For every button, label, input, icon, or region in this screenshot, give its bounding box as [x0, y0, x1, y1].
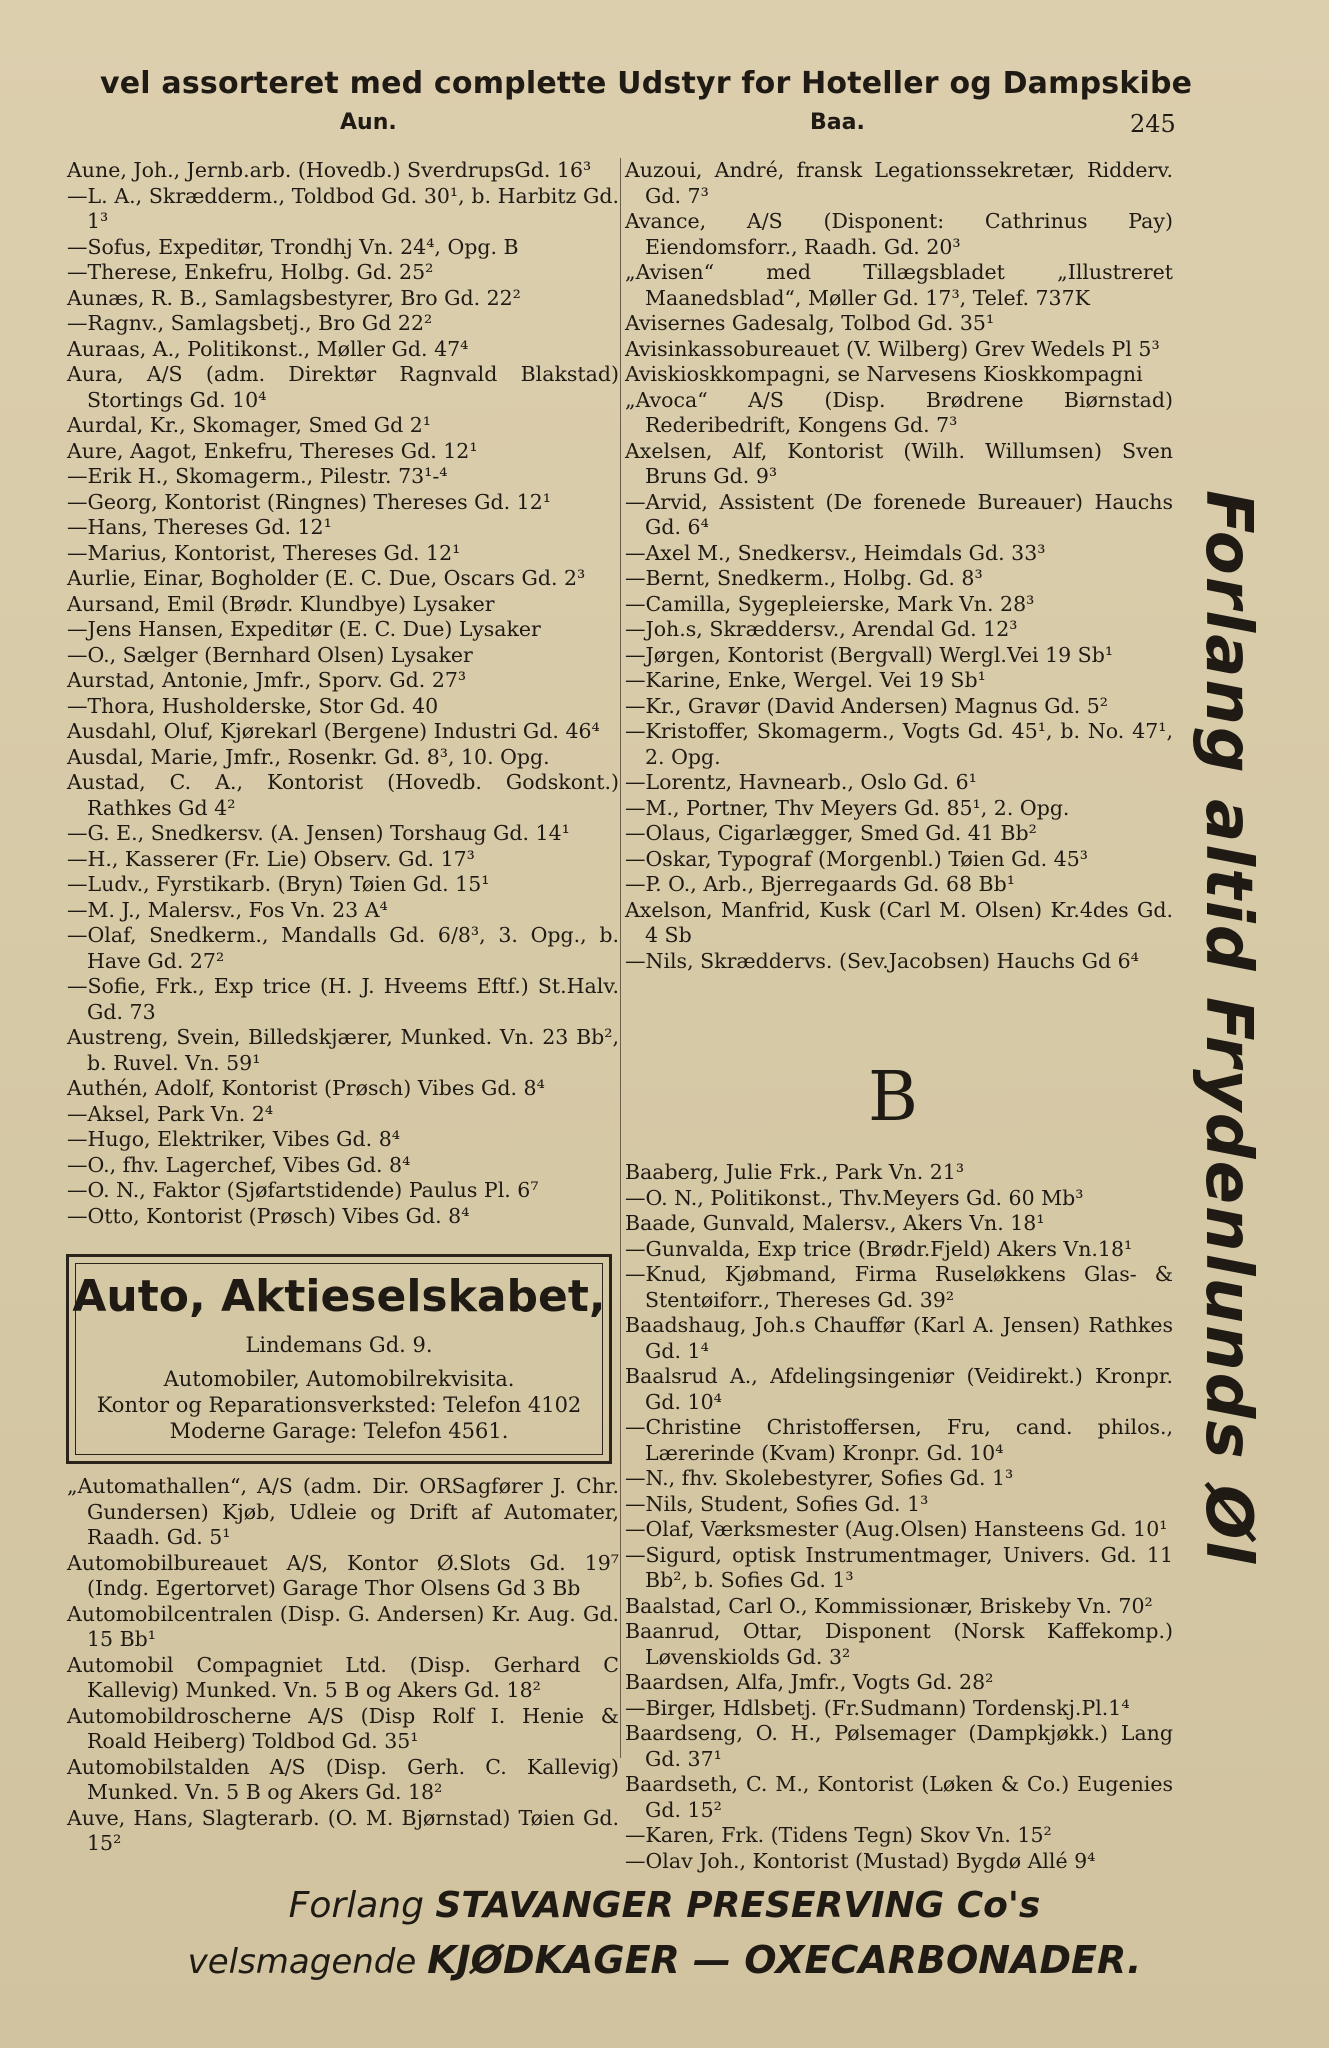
directory-entry: Automobilstalden A/S (Disp. Gerh. C. Kallevig) Munked. Vn. 5 B og Akers Gd. 18²: [67, 1754, 619, 1804]
directory-entry: —Sofus, Expeditør, Trondhj Vn. 24⁴, Opg. B: [67, 234, 519, 259]
directory-entry: Baaberg, Julie Frk., Park Vn. 21³: [625, 1160, 965, 1184]
bottom-ad-line-2-products: KJØDKAGER — OXECARBONADER.: [427, 1938, 1142, 1982]
directory-entry: —O. N., Politikonst., Thv.Meyers Gd. 60 Mb³: [625, 1185, 1084, 1210]
directory-entry: —Olaf, Værksmester (Aug.Olsen) Hansteens Gd. 10¹: [625, 1517, 1168, 1541]
directory-entry: —Olav Joh., Kontorist (Mustad) Bygdø Allé 9⁴: [625, 1848, 1096, 1873]
directory-entry: Auve, Hans, Slagterarb. (O. M. Bjørnstad) Tøien Gd. 15²: [67, 1805, 619, 1855]
directory-entry: „Avisen“ med Tillægsbladet „Illustreret Maanedsblad“, Møller Gd. 17³, Telef. 737K: [625, 260, 1173, 310]
directory-entry: Baade, Gunvald, Malersv., Akers Vn. 18¹: [625, 1211, 1045, 1235]
bottom-ad-line-1-brand: STAVANGER PRESERVING Co's: [435, 1885, 1041, 1926]
bottom-ad-line-1-prefix: Forlang: [288, 1885, 424, 1926]
directory-entry: Baadshaug, Joh.s Chauffør (Karl A. Jensen) Rathkes Gd. 1⁴: [625, 1313, 1173, 1363]
left-column-continued: [67, 1474, 619, 1857]
bottom-ad-line-1: [0, 1885, 1329, 1926]
page-number: 245: [1130, 110, 1176, 138]
directory-entry: Aunæs, R. B., Samlagsbestyrer, Bro Gd. 22²: [67, 285, 521, 310]
directory-entry: Aurlie, Einar, Bogholder (E. C. Due, Oscars Gd. 2³: [67, 566, 586, 590]
directory-entry: —Christine Christoffersen, Fru, cand. philos., Lærerinde (Kvam) Kronpr. Gd. 10⁴: [625, 1415, 1173, 1465]
directory-entry: Aura, A/S (adm. Direktør Ragnvald Blakstad) Stortings Gd. 10⁴: [67, 362, 619, 412]
column-divider: [620, 158, 621, 1758]
vertical-advertisement: [1191, 490, 1275, 1850]
directory-entry: Austad, C. A., Kontorist (Hovedb. Godskont.) Rathkes Gd 4²: [67, 770, 619, 820]
auto-advertisement: [66, 1254, 612, 1464]
directory-entry: —M., Portner, Thv Meyers Gd. 85¹, 2. Opg.: [625, 795, 1070, 820]
directory-entry: —O. N., Faktor (Sjøfartstidende) Paulus Pl. 6⁷: [67, 1178, 539, 1202]
directory-entry: Avisernes Gadesalg, Tolbod Gd. 35¹: [625, 311, 995, 335]
directory-entry: Aurdal, Kr., Skomager, Smed Gd 2¹: [67, 413, 431, 437]
directory-entry: —Gunvalda, Exp trice (Brødr.Fjeld) Akers Vn.18¹: [625, 1236, 1133, 1261]
directory-entry: —N., fhv. Skolebestyrer, Sofies Gd. 1³: [625, 1466, 1014, 1490]
vertical-ad-text: Forlang altid Frydenlunds Øl: [1191, 490, 1265, 1566]
directory-entry: —Axel M., Snedkersv., Heimdals Gd. 33³: [625, 540, 1046, 565]
directory-entry: —Joh.s, Skræddersv., Arendal Gd. 12³: [625, 617, 1018, 641]
directory-entry: —Camilla, Sygepleierske, Mark Vn. 28³: [625, 591, 1035, 616]
directory-entry: —Sigurd, optisk Instrumentmager, Univers. Gd. 11 Bb², b. Sofies Gd. 1³: [625, 1542, 1173, 1592]
directory-entry: —O., Sælger (Bernhard Olsen) Lysaker: [67, 642, 473, 667]
directory-entry: Baardseth, C. M., Kontorist (Løken & Co.) Eugenies Gd. 15²: [625, 1772, 1173, 1822]
directory-entry: Axelson, Manfrid, Kusk (Carl M. Olsen) Kr.4des Gd. 4 Sb: [625, 897, 1173, 947]
ad-line-address: Lindemans Gd. 9.: [245, 1333, 433, 1357]
directory-entry: Aviskioskkompagni, se Narvesens Kioskkompagni: [625, 362, 1143, 386]
ad-line-products: Automobiler, Automobilrekvisita.: [163, 1367, 515, 1391]
header-right-keyword: Baa.: [810, 110, 865, 135]
directory-entry: Aure, Aagot, Enkefru, Thereses Gd. 12¹: [67, 438, 478, 463]
directory-entry: Baalsrud A., Afdelingsingeniør (Veidirekt.) Kronpr. Gd. 10⁴: [625, 1364, 1173, 1414]
directory-entry: —M. J., Malersv., Fos Vn. 23 A⁴: [67, 897, 388, 922]
directory-entry: Aursand, Emil (Brødr. Klundbye) Lysaker: [67, 591, 495, 616]
directory-entry: —Therese, Enkefru, Holbg. Gd. 25²: [67, 260, 434, 284]
directory-entry: —Ragnv., Samlagsbetj., Bro Gd 22²: [67, 311, 433, 335]
directory-entry: —Birger, Hdlsbetj. (Fr.Sudmann) Tordenskj.Pl.1⁴: [625, 1695, 1130, 1720]
directory-entry: Ausdahl, Oluf, Kjørekarl (Bergene) Industri Gd. 46⁴: [67, 719, 600, 743]
directory-entry: Axelsen, Alf, Kontorist (Wilh. Willumsen) Sven Bruns Gd. 9³: [625, 438, 1173, 488]
directory-entry: Baanrud, Ottar, Disponent (Norsk Kaffekomp.) Løvenskiolds Gd. 3²: [625, 1619, 1173, 1669]
directory-entry: —Jørgen, Kontorist (Bergvall) Wergl.Vei 19 Sb¹: [625, 642, 1114, 667]
directory-entry: Auraas, A., Politikonst., Møller Gd. 47⁴: [67, 336, 469, 361]
bottom-ad-line-2-prefix: velsmagende: [187, 1942, 417, 1982]
directory-entry: —G. E., Snedkersv. (A. Jensen) Torshaug Gd. 14¹: [67, 821, 570, 845]
directory-entry: —Ludv., Fyrstikarb. (Bryn) Tøien Gd. 15¹: [67, 872, 490, 896]
directory-entry: Avance, A/S (Disponent: Cathrinus Pay) Eiendomsforr., Raadh. Gd. 20³: [625, 209, 1173, 259]
directory-entry: —Olaf, Snedkerm., Mandalls Gd. 6/8³, 3. Opg., b. Have Gd. 27²: [67, 923, 619, 973]
directory-entry: Automobildroscherne A/S (Disp Rolf I. Henie & Roald Heiberg) Toldbod Gd. 35¹: [67, 1703, 619, 1753]
directory-entry: —Aksel, Park Vn. 2⁴: [67, 1101, 274, 1126]
directory-entry: —Bernt, Snedkerm., Holbg. Gd. 8³: [625, 566, 983, 590]
directory-entry: Austreng, Svein, Billedskjærer, Munked. Vn. 23 Bb², b. Ruvel. Vn. 59¹: [67, 1025, 619, 1075]
directory-entry: Avisinkassobureauet (V. Wilberg) Grev Wedels Pl 5³: [625, 336, 1160, 361]
ad-line-garage: Moderne Garage: Telefon 4561.: [169, 1419, 509, 1443]
directory-entry: —Jens Hansen, Expeditør (E. C. Due) Lysaker: [67, 617, 541, 641]
directory-entry: —P. O., Arb., Bjerregaards Gd. 68 Bb¹: [625, 872, 1015, 896]
directory-entry: —Karine, Enke, Wergel. Vei 19 Sb¹: [625, 668, 986, 692]
directory-entry: —Oskar, Typograf (Morgenbl.) Tøien Gd. 45³: [625, 846, 1088, 871]
directory-entry: —O., fhv. Lagerchef, Vibes Gd. 8⁴: [67, 1152, 411, 1177]
directory-entry: Auzoui, André, fransk Legationssekretær, Ridderv. Gd. 7³: [625, 158, 1173, 208]
directory-entry: —Nils, Skræddervs. (Sev.Jacobsen) Hauchs Gd 6⁴: [625, 948, 1139, 973]
ad-title: Auto, Aktieselskabet,: [72, 1271, 606, 1322]
top-banner: vel assorteret med complette Udstyr for Hoteller og Dampskibe: [100, 66, 1193, 101]
bottom-ad-line-2: [0, 1938, 1329, 1982]
directory-entry: „Avoca“ A/S (Disp. Brødrene Biørnstad) Rederibedrift, Kongens Gd. 7³: [625, 387, 1173, 437]
directory-entry: —Olaus, Cigarlægger, Smed Gd. 41 Bb²: [625, 821, 1037, 845]
directory-entry: „Automathallen“, A/S (adm. Dir. ORSagfører J. Chr. Gundersen) Kjøb, Udleie og Drift af Automater, Raadh. Gd. 5¹: [67, 1474, 619, 1549]
directory-entry: —Arvid, Assistent (De forenede Bureauer) Hauchs Gd. 6⁴: [625, 489, 1173, 539]
directory-entry: —Erik H., Skomagerm., Pilestr. 73¹-⁴: [67, 464, 448, 488]
directory-entry: —Kristoffer, Skomagerm., Vogts Gd. 45¹, b. No. 47¹, 2. Opg.: [625, 719, 1173, 769]
directory-entry: —Marius, Kontorist, Thereses Gd. 12¹: [67, 540, 461, 565]
directory-entry: —Kr., Gravør (David Andersen) Magnus Gd. 5²: [625, 693, 1108, 718]
directory-entry: —Lorentz, Havnearb., Oslo Gd. 6¹: [625, 770, 977, 794]
directory-entry: —Thora, Husholderske, Stor Gd. 40: [67, 693, 439, 718]
right-column: [625, 158, 1173, 974]
directory-entry: —Hugo, Elektriker, Vibes Gd. 8⁴: [67, 1127, 400, 1151]
directory-entry: —Otto, Kontorist (Prøsch) Vibes Gd. 8⁴: [67, 1203, 470, 1228]
directory-entry: Aurstad, Antonie, Jmfr., Sporv. Gd. 27³: [67, 668, 467, 692]
directory-entry: Authén, Adolf, Kontorist (Prøsch) Vibes Gd. 8⁴: [67, 1076, 545, 1100]
directory-entry: Aune, Joh., Jernb.arb. (Hovedb.) SverdrupsGd. 16³: [67, 158, 592, 182]
right-column-b-section: [625, 1160, 1173, 1874]
ad-line-office: Kontor og Reparationsverksted: Telefon 4102: [96, 1393, 582, 1417]
section-letter: B: [868, 1058, 918, 1137]
directory-entry: Baardseng, O. H., Pølsemager (Dampkjøkk.) Lang Gd. 37¹: [625, 1721, 1173, 1771]
directory-entry: —Sofie, Frk., Exp trice (H. J. Hveems Eftf.) St.Halv. Gd. 73: [67, 974, 619, 1024]
directory-entry: Automobil Compagniet Ltd. (Disp. Gerhard C Kallevig) Munked. Vn. 5 B og Akers Gd. 18²: [67, 1652, 619, 1702]
directory-entry: Baalstad, Carl O., Kommissionær, Briskeby Vn. 70²: [625, 1593, 1153, 1618]
left-column: [67, 158, 619, 1229]
directory-entry: —H., Kasserer (Fr. Lie) Observ. Gd. 17³: [67, 846, 475, 871]
directory-entry: —Nils, Student, Sofies Gd. 1³: [625, 1491, 929, 1516]
directory-entry: —Knud, Kjøbmand, Firma Ruseløkkens Glas- & Stentøiforr., Thereses Gd. 39²: [625, 1262, 1173, 1312]
directory-entry: —Karen, Frk. (Tidens Tegn) Skov Vn. 15²: [625, 1823, 1052, 1847]
directory-entry: Automobilbureauet A/S, Kontor Ø.Slots Gd. 19⁷ (Indg. Egertorvet) Garage Thor Olsens Gd 3 Bb: [67, 1550, 619, 1600]
directory-entry: Ausdal, Marie, Jmfr., Rosenkr. Gd. 8³, 10. Opg.: [67, 744, 550, 769]
header-left-keyword: Aun.: [340, 110, 397, 135]
directory-entry: Automobilcentralen (Disp. G. Andersen) Kr. Aug. Gd. 15 Bb¹: [67, 1601, 619, 1651]
directory-entry: Baardsen, Alfa, Jmfr., Vogts Gd. 28²: [625, 1670, 994, 1694]
directory-entry: —Hans, Thereses Gd. 12¹: [67, 515, 332, 539]
directory-entry: —Georg, Kontorist (Ringnes) Thereses Gd. 12¹: [67, 489, 551, 514]
directory-entry: —L. A., Skrædderm., Toldbod Gd. 30¹, b. Harbitz Gd. 1³: [67, 183, 619, 233]
